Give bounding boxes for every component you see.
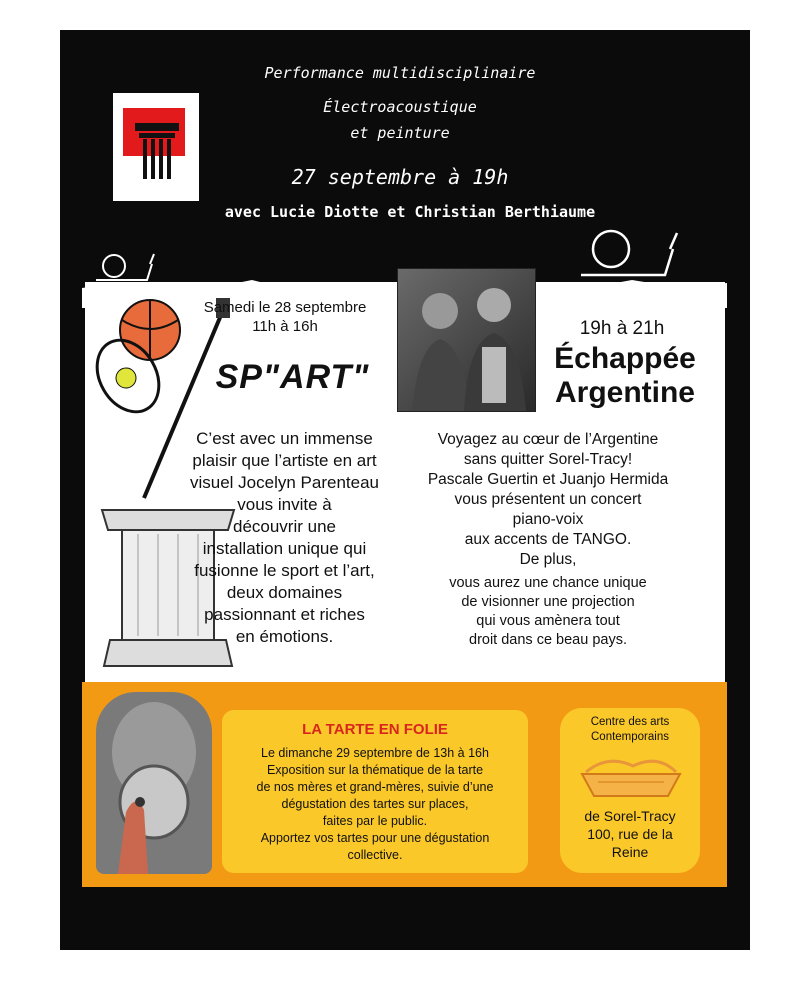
venue-address-1: de Sorel-Tracy	[584, 808, 676, 824]
text-line: De plus,	[519, 551, 577, 568]
text-line: de nos mères et grand-mères, suivie d’une	[256, 780, 494, 794]
header-line-1: Performance multidisciplinaire	[264, 64, 536, 82]
text-line: Le dimanche 29 septembre de 13h à 16h	[261, 746, 489, 760]
text-line: Pascale Guertin et Juanjo Hermida	[427, 471, 669, 488]
sport-art-title: SP"ART"	[215, 358, 370, 396]
sport-art-body	[172, 428, 397, 648]
text-line: sans quitter Sorel-Tracy!	[463, 451, 633, 468]
text-line: vous aurez une chance unique	[449, 575, 647, 591]
header-date: 27 septembre à 19h	[291, 165, 509, 189]
logo	[113, 93, 199, 201]
right-border	[725, 280, 750, 950]
venue-address-3: Reine	[611, 844, 649, 860]
text-line: fusionne le sport et l’art,	[194, 561, 375, 580]
text-line: faites par le public.	[322, 814, 428, 828]
text-line: vous invite à	[237, 495, 332, 514]
sculpture-photo	[96, 692, 212, 874]
tarte-body	[222, 745, 528, 864]
venue-address-2: 100, rue de la	[587, 826, 673, 842]
header-with: avec Lucie Diotte et Christian Berthiaume	[224, 203, 596, 221]
venue-name-1: Centre des arts	[590, 716, 670, 728]
text-line: visuel Jocelyn Parenteau	[189, 473, 379, 492]
duo-photo	[397, 268, 536, 412]
text-line: passionnant et riches	[204, 605, 365, 624]
pie-icon	[578, 752, 684, 802]
column-logo-icon	[133, 121, 181, 183]
bottom-border	[60, 880, 750, 950]
header-line-3: et peinture	[350, 124, 450, 142]
text-line: installation unique qui	[202, 539, 367, 558]
text-line: vous présentent un concert	[454, 491, 642, 508]
text-line: plaisir que l’artiste en art	[192, 451, 377, 470]
text-line: collective.	[347, 848, 403, 862]
argentine-title-1: Échappée	[554, 342, 696, 375]
snail-right-icon	[575, 225, 685, 281]
text-line: qui vous amènera tout	[476, 613, 620, 629]
text-line: deux domaines	[226, 583, 343, 602]
venue-name-2: Contemporains	[591, 731, 669, 743]
sport-art-date: Samedi le 28 septembre	[203, 299, 367, 316]
text-line: dégustation des tartes sur places,	[281, 797, 469, 811]
tarte-title: LA TARTE EN FOLIE	[302, 721, 448, 738]
argentine-time: 19h à 21h	[579, 318, 665, 339]
snail-left-icon	[92, 250, 158, 284]
text-line: découvrir une	[232, 517, 336, 536]
text-line: de visionner une projection	[461, 594, 635, 610]
argentine-title-2: Argentine	[554, 376, 695, 409]
text-line: Exposition sur la thématique de la tarte	[266, 763, 484, 777]
header-line-2: Électroacoustique	[323, 98, 477, 116]
text-line: C’est avec un immense	[196, 429, 373, 448]
text-line: Apportez vos tartes pour une dégustation	[260, 831, 490, 845]
text-line: aux accents de TANGO.	[464, 531, 632, 548]
text-line: droit dans ce beau pays.	[469, 632, 627, 648]
text-line: piano-voix	[512, 511, 584, 528]
argentine-body	[393, 430, 703, 650]
sport-art-time: 11h à 16h	[252, 318, 318, 335]
text-line: en émotions.	[235, 627, 334, 646]
text-line: Voyagez au cœur de l’Argentine	[437, 431, 659, 448]
